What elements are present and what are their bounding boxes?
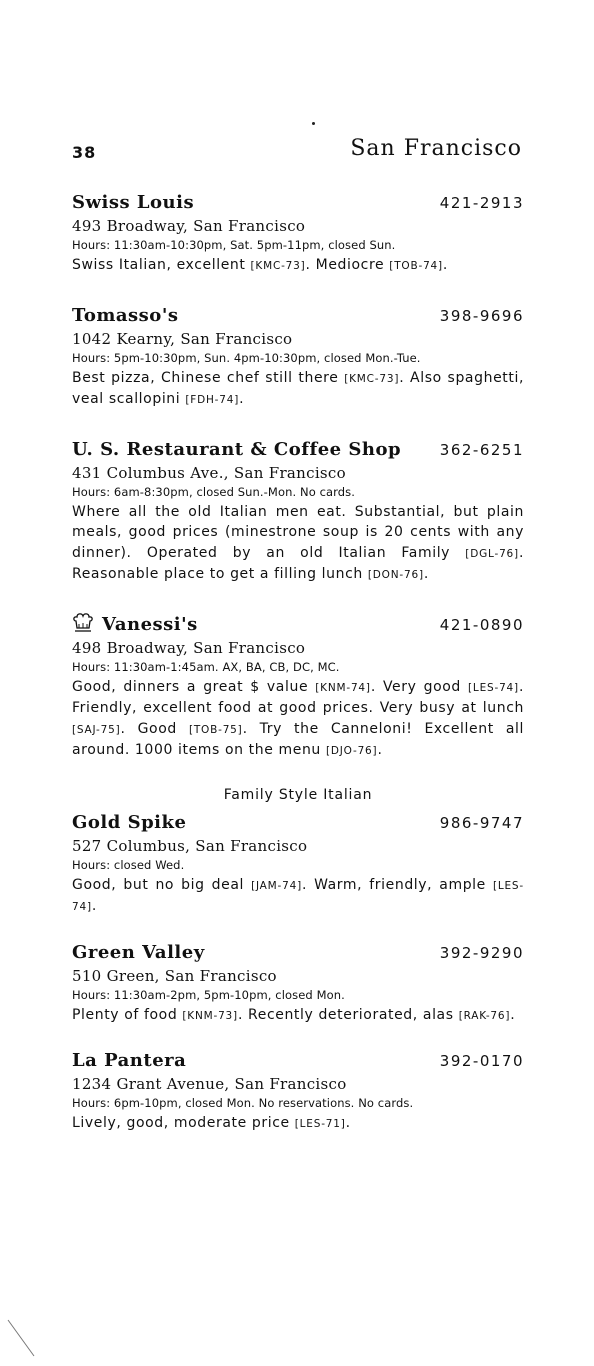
review-text: . Warm, friendly, ample bbox=[301, 876, 493, 893]
review-citation: [FDH-74] bbox=[185, 394, 240, 406]
restaurant-review bbox=[72, 368, 524, 411]
review-text: . Reasonable place to get a filling lunch bbox=[72, 544, 524, 582]
restaurant-hours: Hours: 11:30am-2pm, 5pm-10pm, closed Mon. bbox=[72, 987, 345, 1002]
review-text: Good, but no big deal bbox=[72, 876, 252, 893]
restaurant-name: Gold Spike bbox=[72, 811, 187, 833]
section-heading: Family Style Italian bbox=[223, 786, 373, 803]
entry-header bbox=[72, 612, 524, 638]
restaurant-entry bbox=[72, 1048, 524, 1135]
restaurant-entry bbox=[72, 303, 524, 411]
review-text: . Friendly, excellent food at good prices. Very busy at lunch bbox=[72, 678, 524, 716]
restaurant-address: 510 Green, San Francisco bbox=[72, 966, 277, 985]
review-citation: [TOB-74] bbox=[389, 260, 443, 272]
entry-header bbox=[72, 303, 524, 329]
review-citation: [DJO-76] bbox=[325, 745, 378, 757]
restaurant-phone: 986-9747 bbox=[439, 813, 524, 832]
restaurant-review bbox=[72, 255, 524, 277]
restaurant-hours: Hours: 11:30am-1:45am. AX, BA, CB, DC, MC. bbox=[72, 659, 340, 674]
review-text: Lively, good, moderate price bbox=[72, 1115, 295, 1131]
review-text: . bbox=[510, 1006, 516, 1023]
restaurant-address: 431 Columbus Ave., San Francisco bbox=[72, 463, 346, 482]
restaurant-name: Green Valley bbox=[72, 941, 205, 963]
review-text: . Good bbox=[120, 720, 189, 737]
entry-header bbox=[72, 1048, 524, 1074]
restaurant-review bbox=[72, 1113, 524, 1135]
print-speck bbox=[312, 122, 315, 125]
review-text: . bbox=[442, 257, 448, 273]
review-text: . bbox=[91, 898, 97, 914]
page-number: 38 bbox=[72, 143, 97, 162]
restaurant-hours: Hours: 6am-8:30pm, closed Sun.-Mon. No cards. bbox=[72, 484, 356, 499]
review-text: . Very good bbox=[370, 678, 469, 695]
chef-hat-icon bbox=[72, 613, 94, 633]
review-text: Best pizza, Chinese chef still there bbox=[72, 369, 345, 386]
restaurant-name: U. S. Restaurant & Coffee Shop bbox=[72, 438, 402, 460]
restaurant-hours: Hours: 5pm-10:30pm, Sun. 4pm-10:30pm, closed Mon.-Tue. bbox=[72, 350, 421, 365]
restaurant-hours: Hours: 6pm-10pm, closed Mon. No reservations. No cards. bbox=[72, 1096, 414, 1110]
entry-header bbox=[72, 190, 524, 216]
review-citation: [SAJ-75] bbox=[72, 723, 121, 736]
review-citation: [KMC-73] bbox=[344, 372, 400, 385]
restaurant-address: 1234 Grant Avenue, San Francisco bbox=[72, 1075, 347, 1093]
review-text: Plenty of food bbox=[72, 1006, 183, 1023]
restaurant-name: Vanessi's bbox=[102, 613, 198, 635]
review-citation: [RAK-76] bbox=[458, 1009, 511, 1022]
review-text: Good, dinners a great $ value bbox=[72, 678, 316, 695]
restaurant-phone: 392-0170 bbox=[439, 1052, 524, 1070]
restaurant-entry bbox=[72, 940, 524, 1027]
restaurant-address: 493 Broadway, San Francisco bbox=[72, 217, 306, 235]
restaurant-hours: Hours: closed Wed. bbox=[72, 857, 185, 872]
restaurant-phone: 398-9696 bbox=[439, 306, 524, 325]
restaurant-review bbox=[72, 502, 524, 586]
review-citation: [TOB-75] bbox=[188, 723, 243, 736]
review-citation: [DON-76] bbox=[367, 569, 424, 581]
running-head: San Francisco bbox=[350, 136, 522, 161]
restaurant-entry bbox=[72, 437, 524, 586]
review-text: . Recently deteriorated, alas bbox=[237, 1006, 459, 1023]
restaurant-review bbox=[72, 677, 524, 762]
review-citation: [KMC-73] bbox=[250, 260, 306, 272]
review-citation: [LES-71] bbox=[294, 1118, 346, 1130]
review-citation: [LES-74] bbox=[468, 681, 519, 694]
review-citation: [LES-74] bbox=[72, 879, 524, 913]
restaurant-name: Tomasso's bbox=[72, 304, 179, 326]
restaurant-entry bbox=[72, 612, 524, 762]
review-text: . bbox=[377, 742, 383, 758]
review-citation: [DGL-76] bbox=[465, 547, 519, 560]
restaurant-list bbox=[72, 190, 524, 1157]
entry-header bbox=[72, 810, 524, 836]
review-citation: [JAM-74] bbox=[251, 879, 302, 892]
restaurant-review bbox=[72, 1005, 524, 1027]
review-citation: [KNM-73] bbox=[182, 1009, 238, 1022]
restaurant-name-with-icon bbox=[72, 612, 198, 638]
entry-header bbox=[72, 940, 524, 966]
review-text: Where all the old Italian men eat. Substantial, but plain meals, good prices (minestrone soup is 20 cents with any dinner). Operated by an old Italian Family bbox=[72, 503, 524, 561]
restaurant-name: La Pantera bbox=[72, 1050, 187, 1071]
review-text: . bbox=[345, 1115, 351, 1131]
restaurant-phone: 392-9290 bbox=[439, 943, 524, 962]
review-text: . Try the Canneloni! Excellent all around. 1000 items on the menu bbox=[72, 720, 525, 758]
restaurant-phone: 421-2913 bbox=[439, 194, 524, 212]
restaurant-address: 498 Broadway, San Francisco bbox=[72, 638, 306, 657]
restaurant-phone: 362-6251 bbox=[439, 440, 524, 459]
restaurant-address: 527 Columbus, San Francisco bbox=[72, 836, 308, 855]
review-text: Swiss Italian, excellent bbox=[72, 257, 251, 273]
review-text: . Mediocre bbox=[305, 257, 390, 273]
restaurant-review bbox=[72, 875, 524, 918]
restaurant-entry bbox=[72, 190, 524, 277]
review-text: . bbox=[423, 566, 429, 582]
restaurant-entry bbox=[72, 810, 524, 918]
restaurant-name: Swiss Louis bbox=[72, 192, 195, 213]
restaurant-address: 1042 Kearny, San Francisco bbox=[72, 329, 293, 348]
entry-header bbox=[72, 437, 524, 463]
review-text: . Also spaghetti, veal scallopini bbox=[72, 369, 524, 407]
restaurant-hours: Hours: 11:30am-10:30pm, Sat. 5pm-11pm, closed Sun. bbox=[72, 238, 396, 252]
restaurant-phone: 421-0890 bbox=[439, 615, 524, 634]
review-text: . bbox=[239, 391, 245, 407]
review-citation: [KNM-74] bbox=[315, 681, 371, 694]
paper-scratch-mark bbox=[6, 1318, 36, 1358]
